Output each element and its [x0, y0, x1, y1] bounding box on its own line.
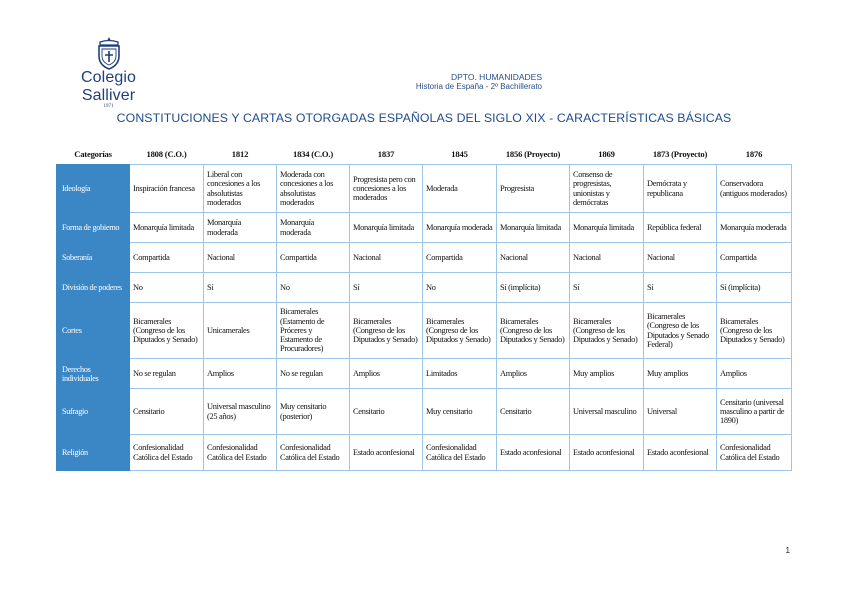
table-cell: Bicamerales (Estamento de Próceres y Estamento de Procuradores) — [277, 303, 350, 359]
column-header: 1845 — [451, 148, 468, 159]
table-cell: Progresista pero con concesiones a los moderados — [350, 165, 423, 213]
table-cell: No se regulan — [277, 359, 350, 389]
page-number: 1 — [785, 546, 790, 555]
department-header — [416, 72, 542, 92]
table-cell: Muy censitario (posterior) — [277, 389, 350, 435]
table-cell: Monarquía moderada — [277, 213, 350, 243]
table-cell: Bicamerales (Congreso de los Diputados y Senado Federal) — [644, 303, 717, 359]
row-category-forma-de-gobierno: Forma de gobierno — [57, 213, 130, 243]
department-name: DPTO. HUMANIDADES — [451, 72, 542, 82]
table-cell: No — [130, 273, 204, 303]
table-row — [57, 435, 792, 471]
school-founding-year: 1971 — [103, 104, 114, 109]
school-logo — [56, 36, 161, 109]
table-cell: Sí (implícita) — [717, 273, 792, 303]
table-cell: Confesionalidad Católica del Estado — [277, 435, 350, 471]
table-cell: Limitados — [423, 359, 497, 389]
table-cell: No — [423, 273, 497, 303]
table-cell: Bicamerales (Congreso de los Diputados y Senado) — [130, 303, 204, 359]
table-cell: Sí (implícita) — [497, 273, 570, 303]
table-cell: Sí — [204, 273, 277, 303]
table-cell: Compartida — [717, 243, 792, 273]
row-category-religion: Religión — [57, 435, 130, 471]
table-cell: Censitario — [350, 389, 423, 435]
table-row — [57, 359, 792, 389]
table-row — [57, 165, 792, 213]
table-cell: Nacional — [204, 243, 277, 273]
table-cell: Liberal con concesiones a los absolutistas moderados — [204, 165, 277, 213]
table-cell: Compartida — [130, 243, 204, 273]
table-cell: Censitario — [497, 389, 570, 435]
table-cell: Amplios — [717, 359, 792, 389]
table-cell: Monarquía moderada — [423, 213, 497, 243]
table-cell: Amplios — [350, 359, 423, 389]
table-cell: Muy amplios — [570, 359, 644, 389]
table-cell: Universal — [644, 389, 717, 435]
table-cell: Demócrata y republicana — [644, 165, 717, 213]
table-cell: Monarquía moderada — [717, 213, 792, 243]
table-cell: Unicamerales — [204, 303, 277, 359]
table-cell: Confesionalidad Católica del Estado — [204, 435, 277, 471]
table-cell: Monarquía limitada — [570, 213, 644, 243]
row-category-sufragio: Sufragio — [57, 389, 130, 435]
table-cell: Bicamerales (Congreso de los Diputados y Senado) — [350, 303, 423, 359]
column-header: 1834 (C.O.) — [292, 148, 334, 159]
table-cell: Amplios — [497, 359, 570, 389]
table-cell: Nacional — [570, 243, 644, 273]
table-cell: Compartida — [277, 243, 350, 273]
table-cell: Monarquía limitada — [130, 213, 204, 243]
row-category-derechos-individuales: Derechos individuales — [57, 359, 130, 389]
table-cell: República federal — [644, 213, 717, 243]
table-cell: Sí — [570, 273, 644, 303]
table-cell: Compartida — [423, 243, 497, 273]
column-header: 1876 — [745, 148, 763, 159]
table-cell: Bicamerales (Congreso de los Diputados y Senado) — [497, 303, 570, 359]
table-cell: Estado aconfesional — [644, 435, 717, 471]
row-category-ideologia: Ideología — [57, 165, 130, 213]
table-cell: Confesionalidad Católica del Estado — [717, 435, 792, 471]
table-cell: Sí — [350, 273, 423, 303]
table-row — [57, 273, 792, 303]
table-cell: Conservadora (antiguos moderados) — [717, 165, 792, 213]
column-header: 1837 — [377, 148, 395, 159]
table-cell: Inspiración francesa — [130, 165, 204, 213]
table-cell: Muy amplios — [644, 359, 717, 389]
table-cell: Monarquía moderada — [204, 213, 277, 243]
table-cell: Censitario (universal masculino a partir de 1890) — [717, 389, 792, 435]
table-row — [57, 243, 792, 273]
table-cell: Estado aconfesional — [497, 435, 570, 471]
table-cell: Monarquía limitada — [350, 213, 423, 243]
document-title: CONSTITUCIONES Y CARTAS OTORGADAS ESPAÑOLAS DEL SIGLO XIX - CARACTERÍSTICAS BÁSICAS — [116, 111, 732, 125]
column-header: 1808 (C.O.) — [146, 148, 187, 159]
table-row — [57, 389, 792, 435]
column-header: 1869 — [598, 148, 615, 159]
table-cell: Muy censitario — [423, 389, 497, 435]
table-row — [57, 213, 792, 243]
crest-icon — [92, 36, 126, 70]
table-cell: Monarquía limitada — [497, 213, 570, 243]
table-cell: Confesionalidad Católica del Estado — [423, 435, 497, 471]
table-cell: Universal masculino — [570, 389, 644, 435]
table-row — [57, 303, 792, 359]
table-cell: No se regulan — [130, 359, 204, 389]
table-cell: Sí — [644, 273, 717, 303]
row-category-division-de-poderes: División de poderes — [57, 273, 130, 303]
table-cell: Universal masculino (25 años) — [204, 389, 277, 435]
table-cell: Moderada — [423, 165, 497, 213]
table-cell: Nacional — [497, 243, 570, 273]
table-cell: Bicamerales (Congreso de los Diputados y Senado) — [423, 303, 497, 359]
row-category-cortes: Cortes — [57, 303, 130, 359]
column-header: 1873 (Proyecto) — [652, 148, 708, 159]
constitutions-table — [56, 143, 792, 471]
row-category-soberania: Soberanía — [57, 243, 130, 273]
table-header-row — [57, 143, 792, 165]
column-header: 1856 (Proyecto) — [505, 148, 561, 159]
table-cell: Estado aconfesional — [570, 435, 644, 471]
table-cell: Consenso de progresistas, unionistas y demócratas — [570, 165, 644, 213]
table-cell: Bicamerales (Congreso de los Diputados y Senado) — [570, 303, 644, 359]
table-cell: Bicamerales (Congreso de los Diputados y Senado) — [717, 303, 792, 359]
table-cell: Nacional — [644, 243, 717, 273]
column-header: Categorías — [74, 148, 112, 159]
table-cell: Nacional — [350, 243, 423, 273]
table-cell: Moderada con concesiones a los absolutistas moderados — [277, 165, 350, 213]
school-name: Colegio Salliver — [81, 69, 136, 104]
subject-name: Historia de España - 2º Bachillerato — [415, 82, 542, 91]
table-cell: Amplios — [204, 359, 277, 389]
column-header: 1812 — [231, 148, 249, 159]
table-cell: Estado aconfesional — [350, 435, 423, 471]
table-cell: No — [277, 273, 350, 303]
table-cell: Confesionalidad Católica del Estado — [130, 435, 204, 471]
table-cell: Censitario — [130, 389, 204, 435]
table-cell: Progresista — [497, 165, 570, 213]
